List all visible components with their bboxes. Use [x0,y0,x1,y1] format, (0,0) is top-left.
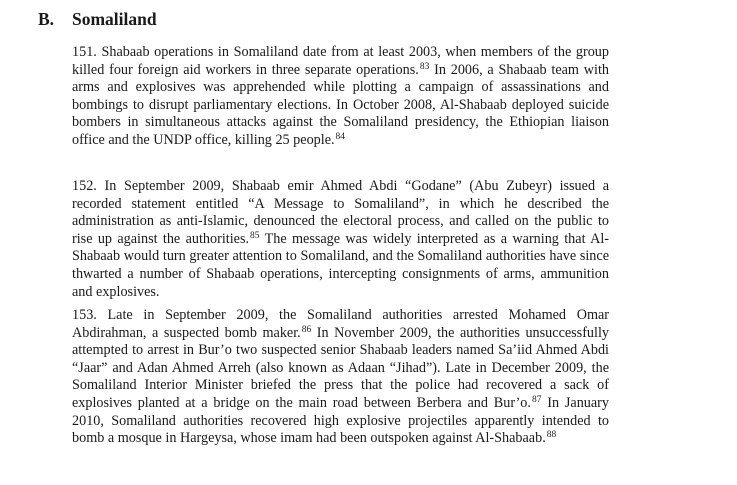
section-heading [38,9,157,29]
section-title: Somaliland [72,9,157,29]
paragraph-text: In November 2009, the authorities unsuccessfully attempted to arrest in Bur’o two suspected senior Shabaab leaders named Sa’iid Ahmed Abdi “Jaar” and Adan Ahmed Arreh (also known as Adaan “Jihad”). Late in December 2009, the Somaliland Interior Minister briefed the press that the police had recovered a sack of explosives planted at a bridge on the main road between Berbera and Bur’o. [72,324,609,411]
footnote-ref-87[interactable]: 87 [531,394,542,405]
footnote-ref-88[interactable]: 88 [546,430,557,441]
paragraph-text: 151. Shabaab operations in Somaliland date from at least 2003, when members of the group killed four foreign aid workers in three separate operations. [72,44,609,78]
paragraph-text: In January 2010, Somaliland authorities recovered high explosive projectiles apparently intended to bomb a mosque in Hargeysa, whose imam had been outspoken against Al-Shabaab. [72,394,609,447]
section-number: B. [38,9,55,29]
paragraph-text: In 2006, a Shabaab team with arms and explosives was apprehended while plotting a campaign of assassinations and bombings to disrupt parliamentary elections. In October 2008, Al-Shabaab deployed suicide bombers in simultaneous attacks against the Somaliland presidency, the Ethiopian liaison office and the UNDP office, killing 25 people. [72,61,609,148]
paragraph-151 [72,44,609,150]
paragraph-text: The message was widely interpreted as a warning that Al-Shabaab would turn greater attention to Somaliland, and the Somaliland authorities have since thwarted a number of Shabaab operations, intercepting consignments of arms, ammunition and explosives. [72,230,609,300]
footnote-ref-83[interactable]: 83 [419,61,430,72]
paragraph-153 [72,307,609,448]
footnote-ref-85[interactable]: 85 [250,230,260,241]
footnote-ref-84[interactable]: 84 [335,131,346,142]
footnote-ref-86[interactable]: 86 [301,324,312,335]
paragraph-152 [72,178,609,301]
paragraph-text: 153. Late in September 2009, the Somaliland authorities arrested Mohamed Omar Abdirahman, a suspected bomb maker. [72,307,609,341]
paragraph-text: 152. In September 2009, Shabaab emir Ahmed Abdi “Godane” (Abu Zubeyr) issued a recorded statement entitled “A Message to Somaliland”, in which he described the administration as anti-Islamic, denounced the electoral process, and called on the public to rise up against the authorities. [72,178,609,247]
